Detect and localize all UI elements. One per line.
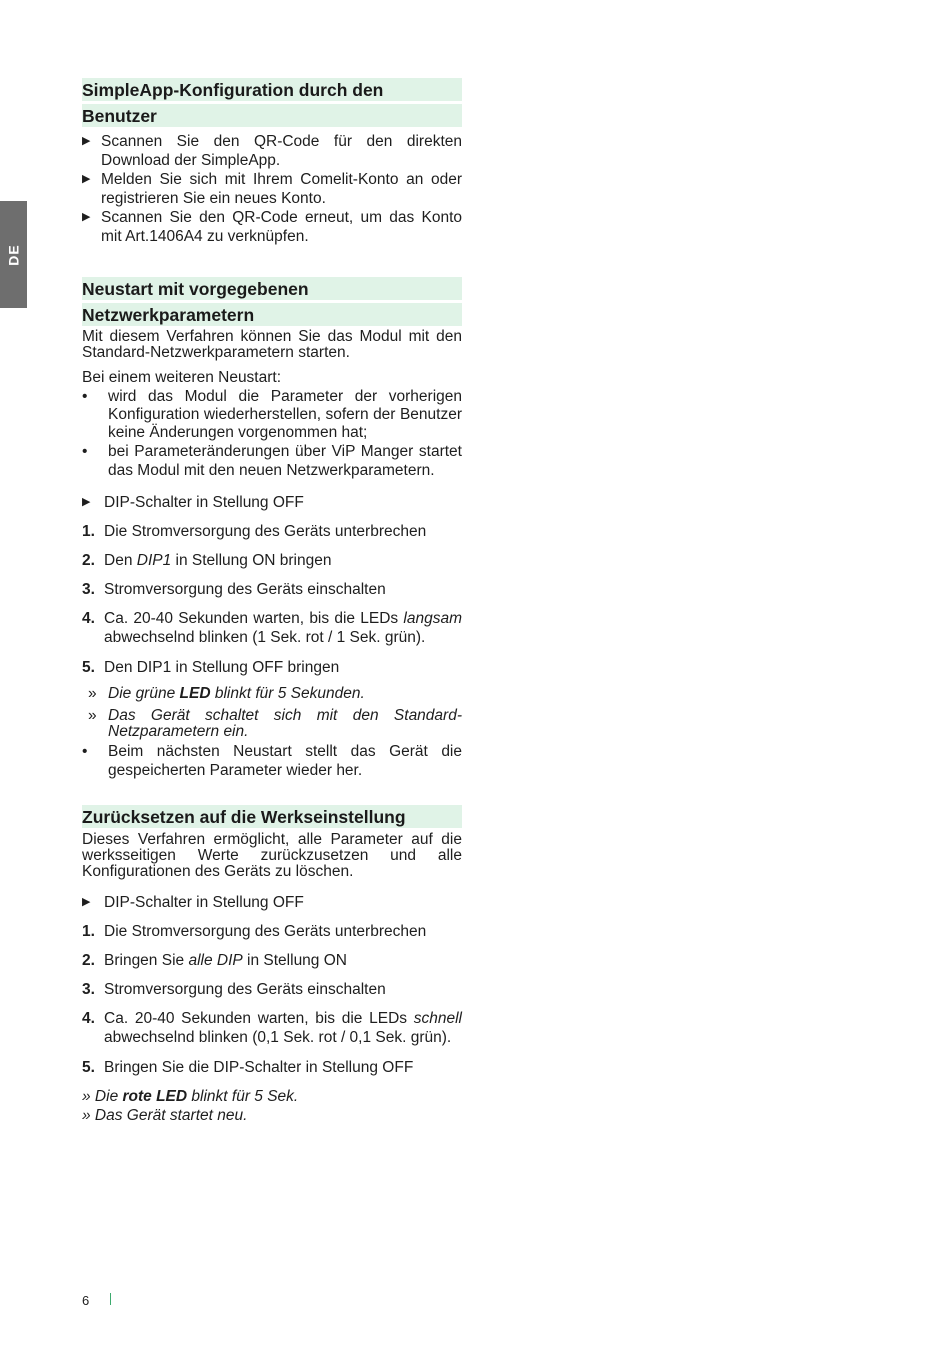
step-item: 2. Bringen Sie alle DIP in Stellung ON <box>82 952 347 969</box>
language-tab <box>0 201 27 308</box>
language-tab-label: DE <box>5 243 21 266</box>
step-item: 3. Stromversorgung des Geräts einschalten <box>82 581 386 598</box>
list-item: • Beim nächsten Neustart stellt das Gerät die gespeicherten Parameter wieder her. <box>82 743 462 779</box>
step-item: 5. Bringen Sie die DIP-Schalter in Stellung OFF <box>82 1059 414 1076</box>
section-factory-reset <box>82 805 462 1125</box>
list-item: • bei Parameteränderungen über ViP Manger startet das Modul mit den neuen Netzwerkparametern. <box>82 443 462 479</box>
result-item: » Das Gerät schaltet sich mit den Standard-Netzparametern ein. <box>88 707 462 740</box>
list-item: ▶ Scannen Sie den QR-Code für den direkten Download der SimpleApp. <box>82 133 462 169</box>
bullet-dot-icon: • <box>82 743 88 760</box>
step-item: 3. Stromversorgung des Geräts einschalten <box>82 981 386 998</box>
footer-divider <box>110 1293 111 1305</box>
page-number: 6 <box>82 1293 90 1308</box>
step-item: 1. Die Stromversorgung des Geräts unterbrechen <box>82 923 427 940</box>
list-item: ▶ Scannen Sie den QR-Code erneut, um das Konto mit Art.1406A4 zu verknüpfen. <box>82 209 462 245</box>
list-item: ▶ Melden Sie sich mit Ihrem Comelit-Konto an oder registrieren Sie ein neues Konto. <box>82 171 462 207</box>
intro-text: Dieses Verfahren ermöglicht, alle Parameter auf die werksseitigen Werte zurückzusetzen und alle Konfigurationen des Geräts zu löschen. <box>82 831 462 880</box>
step-item: 4. Ca. 20-40 Sekunden warten, bis die LEDs langsam abwechselnd blinken (1 Sek. rot / 1 Sek. grün). <box>82 610 462 646</box>
arrow-bullet-icon: ▶ <box>82 173 91 185</box>
arrow-bullet-icon: ▶ <box>82 211 91 223</box>
step-item: 5. Den DIP1 in Stellung OFF bringen <box>82 659 340 676</box>
step-item: 4. Ca. 20-40 Sekunden warten, bis die LEDs schnell abwechselnd blinken (0,1 Sek. rot / 0,1 Sek. grün). <box>82 1010 462 1046</box>
section-heading: Neustart mit vorgegebenen Netzwerkparametern <box>82 277 462 326</box>
intro-text: Mit diesem Verfahren können Sie das Modul mit den Standard-Netzwerkparametern starten. <box>82 328 462 361</box>
bullet-dot-icon: • <box>82 443 88 460</box>
list-item: • wird das Modul die Parameter der vorherigen Konfiguration wiederherstellen, sofern der Benutzer keine Änderungen vorgenommen hat; <box>82 388 462 441</box>
section-simpleapp <box>82 78 462 246</box>
result-item: » Die grüne LED blinkt für 5 Sekunden. <box>88 685 365 702</box>
section-heading: Zurücksetzen auf die Werkseinstellung <box>82 805 462 828</box>
result-item: » Die rote LED blinkt für 5 Sek. <box>82 1088 299 1105</box>
bullet-dot-icon: • <box>82 388 88 405</box>
step-item: 1. Die Stromversorgung des Geräts unterbrechen <box>82 523 427 540</box>
arrow-bullet-icon: ▶ <box>82 135 91 147</box>
step-item: 2. Den DIP1 in Stellung ON bringen <box>82 552 332 569</box>
section-heading: SimpleApp-Konfiguration durch den Benutzer <box>82 78 462 127</box>
precondition-item: ▶ DIP-Schalter in Stellung OFF <box>82 894 304 911</box>
arrow-bullet-icon: ▶ <box>82 496 91 508</box>
section-restart-default-network <box>82 277 462 780</box>
result-item: » Das Gerät startet neu. <box>82 1107 248 1124</box>
arrow-bullet-icon: ▶ <box>82 896 91 908</box>
restart-label: Bei einem weiteren Neustart: <box>82 369 282 386</box>
precondition-item: ▶ DIP-Schalter in Stellung OFF <box>82 494 304 511</box>
